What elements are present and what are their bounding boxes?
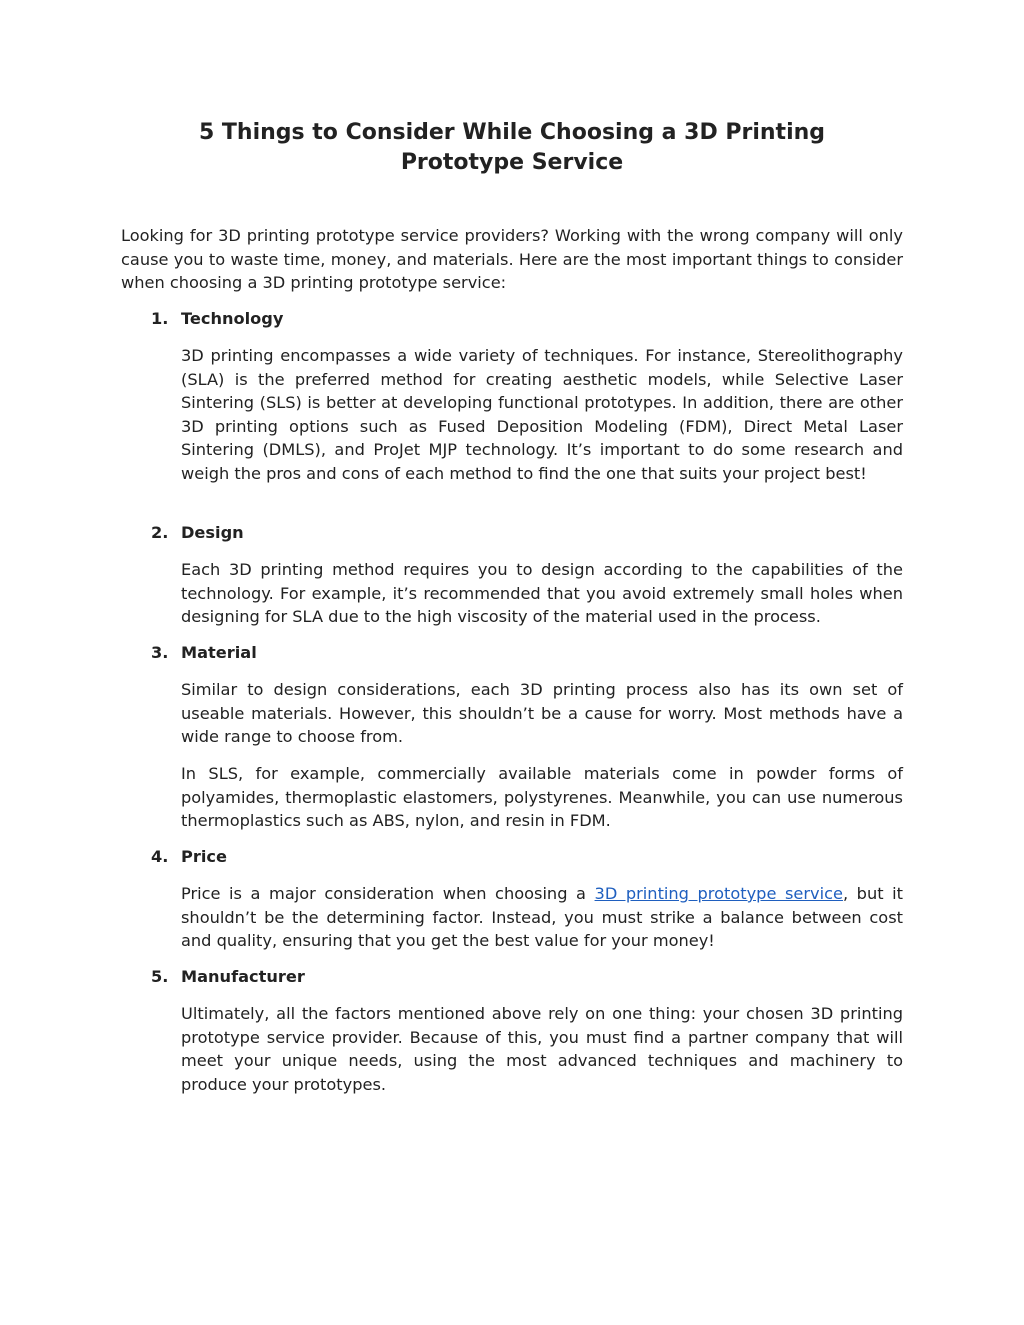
price-paragraph xyxy=(181,882,903,953)
manufacturer-paragraph: Ultimately, all the factors mentioned above rely on one thing: your chosen 3D printing prototype service provider. Because of this, you must find a partner company that will meet your unique needs, using the most advanced techniques and machinery to produce your prototypes. xyxy=(181,1004,903,1094)
material-paragraph-1: Similar to design considerations, each 3D printing process also has its own set of useable materials. However, this shouldn’t be a cause for worry. Most methods have a wide range to choose from. xyxy=(181,680,903,746)
design-paragraph: Each 3D printing method requires you to design according to the capabilities of the technology. For example, it’s recommended that you avoid extremely small holes when designing for SLA due to the high viscosity of the material used in the process. xyxy=(181,560,903,626)
section-title: Manufacturer xyxy=(181,967,305,986)
document-title: 5 Things to Consider While Choosing a 3D Printing Prototype Service xyxy=(198,120,826,175)
section-heading-design xyxy=(151,521,244,545)
section-heading-price xyxy=(151,845,227,869)
material-paragraph-2: In SLS, for example, commercially available materials come in powder forms of polyamides, thermoplastic elastomers, polystyrenes. Meanwhile, you can use numerous thermoplastics such as ABS, nylon, and resin in FDM. xyxy=(181,764,903,830)
section-title: Material xyxy=(181,643,257,662)
3d-printing-prototype-service-link[interactable]: 3D printing prototype service xyxy=(594,884,843,903)
section-title: Price xyxy=(181,847,227,866)
price-text-after-link: , but it shouldn’t be the determining factor. Instead, you must strike a balance between cost and quality, ensuring that you get the best value for your money! xyxy=(181,884,903,950)
intro-paragraph: Looking for 3D printing prototype service providers? Working with the wrong company will only cause you to waste time, money, and materials. Here are the most important things to consider when choosing a 3D printing prototype service: xyxy=(121,226,903,292)
section-title: Technology xyxy=(181,309,284,328)
section-heading-technology xyxy=(151,307,283,331)
section-number: 5. xyxy=(151,967,169,986)
section-number: 1. xyxy=(151,309,169,328)
section-number: 3. xyxy=(151,643,169,662)
technology-paragraph: 3D printing encompasses a wide variety of techniques. For instance, Stereolithography (SLA) is the preferred method for creating aesthetic models, while Selective Laser Sintering (SLS) is better at developing functional prototypes. In addition, there are other 3D printing options such as Fused Deposition Modeling (FDM), Direct Metal Laser Sintering (DMLS), and ProJet MJP technology. It’s important to do some research and weigh the pros and cons of each method to find the one that suits your project best! xyxy=(181,346,903,483)
price-text-before-link: Price is a major consideration when choosing a xyxy=(181,884,595,903)
section-heading-material xyxy=(151,641,257,665)
section-number: 2. xyxy=(151,523,169,542)
section-number: 4. xyxy=(151,847,169,866)
section-title: Design xyxy=(181,523,244,542)
section-heading-manufacturer xyxy=(151,965,305,989)
